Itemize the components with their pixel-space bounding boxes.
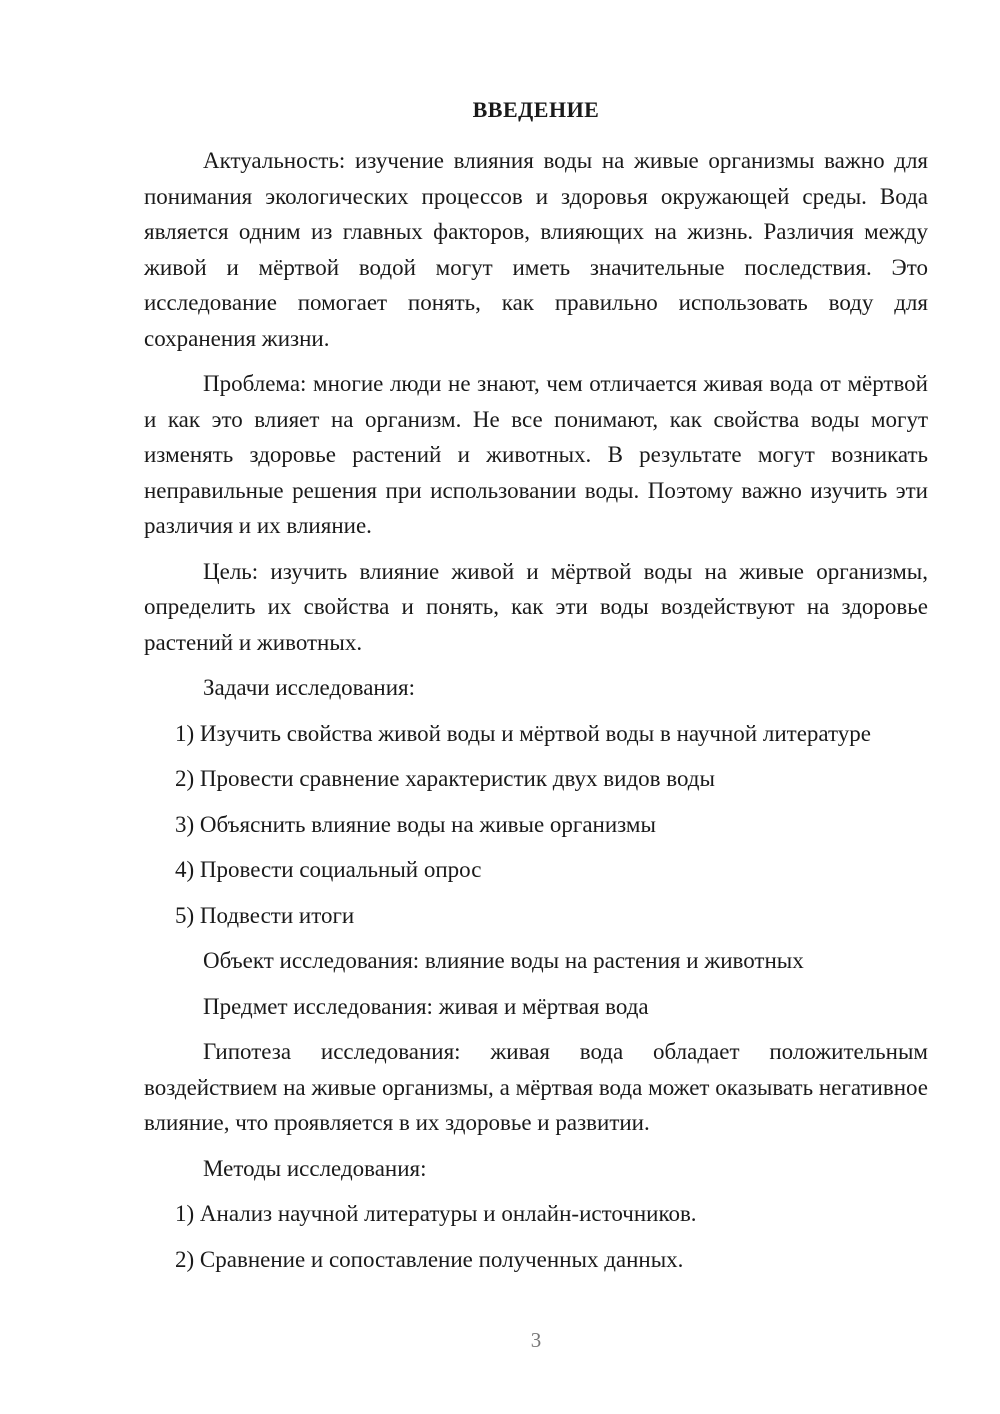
page-number: 3 <box>530 1328 542 1352</box>
problem-paragraph: Проблема: многие люди не знают, чем отличается живая вода от мёртвой и как это влияет на организм. Не все понимают, как свойства воды могут изменять здоровье растений и животных. В результате могут возникать неправильные решения при использовании воды. Поэтому важно изучить эти различия и их влияние. <box>144 371 928 538</box>
relevance-paragraph: Актуальность: изучение влияния воды на живые организмы важно для понимания экологических процессов и здоровья окружающей среды. Вода является одним из главных факторов, влияющих на жизнь. Различия между живой и мёртвой водой могут иметь значительные последствия. Это исследование помогает понять, как правильно использовать воду для сохранения жизни. <box>144 148 928 351</box>
task-item: 4) Провести социальный опрос <box>175 857 482 882</box>
task-item: 2) Провести сравнение характеристик двух видов воды <box>175 766 715 791</box>
goal-paragraph: Цель: изучить влияние живой и мёртвой воды на живые организмы, определить их свойства и понять, как эти воды воздействуют на здоровье растений и животных. <box>144 558 928 655</box>
methods-heading: Методы исследования: <box>203 1155 427 1181</box>
task-item: 1) Изучить свойства живой воды и мёртвой воды в научной литературе <box>175 720 871 746</box>
method-item: 1) Анализ научной литературы и онлайн-источников. <box>175 1201 697 1226</box>
research-object: Объект исследования: влияние воды на растения и животных <box>203 948 804 973</box>
research-subject: Предмет исследования: живая и мёртвая вода <box>203 993 649 1019</box>
task-item: 5) Подвести итоги <box>175 902 355 928</box>
page-title: ВВЕДЕНИЕ <box>472 97 600 122</box>
page-content <box>144 88 928 1287</box>
tasks-heading: Задачи исследования: <box>203 675 416 700</box>
hypothesis-paragraph: Гипотеза исследования: живая вода обладает положительным воздействием на живые организмы, а мёртвая вода может оказывать негативное влияние, что проявляется в их здоровье и развитии. <box>144 1039 928 1135</box>
method-item: 2) Сравнение и сопоставление полученных данных. <box>175 1246 684 1272</box>
task-item: 3) Объяснить влияние воды на живые организмы <box>175 811 656 837</box>
